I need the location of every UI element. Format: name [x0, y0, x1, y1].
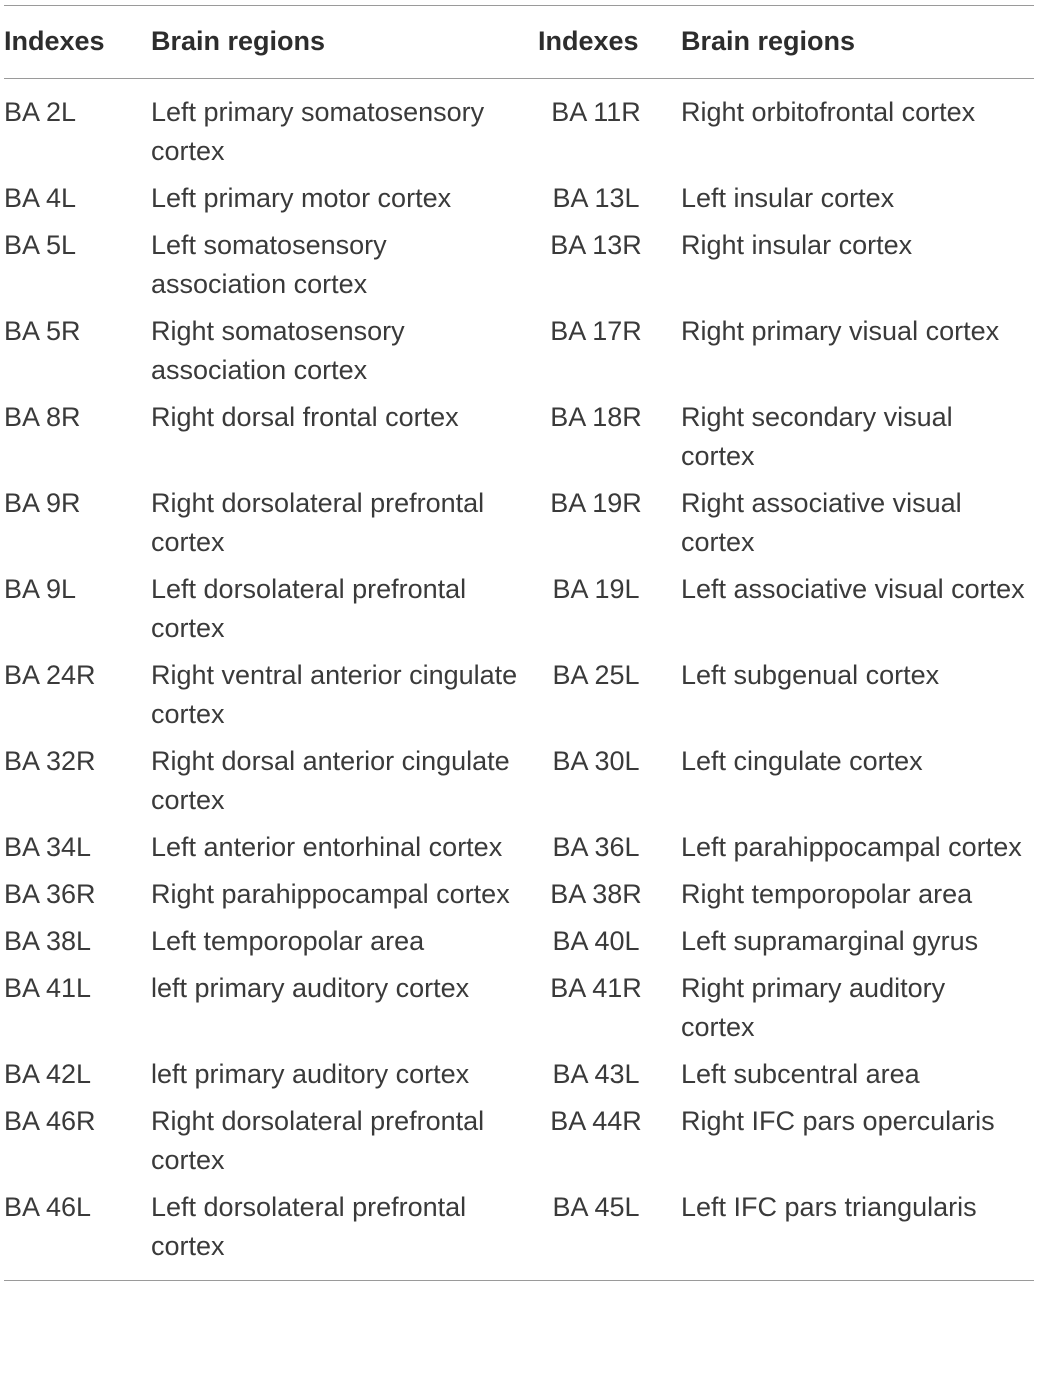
- region-left: Left dorsolateral prefrontal cortex: [151, 574, 467, 643]
- header-brain-regions-right: Brain regions: [681, 6, 1034, 79]
- table-row: [4, 1098, 1034, 1184]
- index-right: BA 25L: [552, 660, 640, 690]
- index-left: BA 34L: [4, 832, 92, 862]
- table-row: [4, 918, 1034, 965]
- region-left: Left temporopolar area: [151, 926, 425, 956]
- table-row: [4, 175, 1034, 222]
- region-left: Left primary somatosensory cortex: [151, 97, 485, 166]
- index-right: BA 13L: [552, 183, 640, 213]
- header-brain-regions-left: Brain regions: [151, 6, 535, 79]
- region-right: Right secondary visual cortex: [681, 402, 953, 471]
- region-right: Left supramarginal gyrus: [681, 926, 979, 956]
- region-right: Right associative visual cortex: [681, 488, 962, 557]
- region-left: Left dorsolateral prefrontal cortex: [151, 1192, 467, 1261]
- region-left: Right dorsal frontal cortex: [151, 402, 459, 432]
- index-left: BA 9L: [4, 574, 77, 604]
- index-right: BA 38R: [550, 879, 642, 909]
- region-right: Left parahippocampal cortex: [681, 832, 1022, 862]
- index-left: BA 8R: [4, 402, 81, 432]
- region-left: Right dorsolateral prefrontal cortex: [151, 488, 485, 557]
- region-right: Right IFC pars opercularis: [681, 1106, 995, 1136]
- region-left: Right dorsal anterior cingulate cortex: [151, 746, 510, 815]
- region-right: Left IFC pars triangularis: [681, 1192, 977, 1222]
- region-right: Left insular cortex: [681, 183, 895, 213]
- table-row: [4, 738, 1034, 824]
- index-right: BA 17R: [550, 316, 642, 346]
- brain-regions-table: [4, 6, 1034, 1280]
- index-left: BA 5L: [4, 230, 77, 260]
- table-header: [4, 6, 1034, 79]
- index-left: BA 4L: [4, 183, 77, 213]
- region-right: Left cingulate cortex: [681, 746, 923, 776]
- index-right: BA 11R: [551, 97, 641, 127]
- table-row: [4, 394, 1034, 480]
- region-right: Right temporopolar area: [681, 879, 973, 909]
- table-row: [4, 652, 1034, 738]
- table-body: [4, 79, 1034, 1281]
- index-left: BA 38L: [4, 926, 92, 956]
- table-row: [4, 308, 1034, 394]
- index-left: BA 46L: [4, 1192, 92, 1222]
- index-right: BA 19L: [552, 574, 640, 604]
- index-right: BA 13R: [550, 230, 642, 260]
- bottom-rule: [4, 1280, 1034, 1281]
- index-right: BA 45L: [552, 1192, 640, 1222]
- index-right: BA 19R: [550, 488, 642, 518]
- index-right: BA 36L: [552, 832, 640, 862]
- region-right: Right primary visual cortex: [681, 316, 1000, 346]
- index-left: BA 46R: [4, 1106, 96, 1136]
- index-left: BA 2L: [4, 97, 77, 127]
- table-row: [4, 965, 1034, 1051]
- region-left: left primary auditory cortex: [151, 973, 470, 1003]
- index-right: BA 40L: [552, 926, 640, 956]
- region-right: Right insular cortex: [681, 230, 913, 260]
- table-row: [4, 566, 1034, 652]
- index-left: BA 41L: [4, 973, 92, 1003]
- header-row: [4, 6, 1034, 79]
- index-right: BA 30L: [552, 746, 640, 776]
- index-right: BA 41R: [550, 973, 642, 1003]
- region-left: Left anterior entorhinal cortex: [151, 832, 503, 862]
- region-left: Right ventral anterior cingulate cortex: [151, 660, 518, 729]
- index-left: BA 24R: [4, 660, 96, 690]
- region-left: Right dorsolateral prefrontal cortex: [151, 1106, 485, 1175]
- index-right: BA 18R: [550, 402, 642, 432]
- table-row: [4, 1051, 1034, 1098]
- region-left: left primary auditory cortex: [151, 1059, 470, 1089]
- index-left: BA 32R: [4, 746, 96, 776]
- region-left: Left somatosensory association cortex: [151, 230, 387, 299]
- region-right: Left subcentral area: [681, 1059, 920, 1089]
- region-right: Right primary auditory cortex: [681, 973, 946, 1042]
- index-right: BA 43L: [552, 1059, 640, 1089]
- index-left: BA 9R: [4, 488, 81, 518]
- table-row: [4, 824, 1034, 871]
- table-row: [4, 480, 1034, 566]
- table-row: [4, 1184, 1034, 1280]
- region-right: Left subgenual cortex: [681, 660, 940, 690]
- table-row: [4, 871, 1034, 918]
- index-left: BA 42L: [4, 1059, 92, 1089]
- region-right: Left associative visual cortex: [681, 574, 1025, 604]
- brain-regions-table-container: [4, 5, 1034, 1281]
- table-row: [4, 79, 1034, 176]
- region-left: Right parahippocampal cortex: [151, 879, 510, 909]
- index-right: BA 44R: [550, 1106, 642, 1136]
- index-left: BA 36R: [4, 879, 96, 909]
- header-indexes-right: Indexes: [535, 6, 681, 79]
- table-row: [4, 222, 1034, 308]
- region-right: Right orbitofrontal cortex: [681, 97, 976, 127]
- header-indexes-left: Indexes: [4, 6, 151, 79]
- index-left: BA 5R: [4, 316, 81, 346]
- region-left: Right somatosensory association cortex: [151, 316, 405, 385]
- region-left: Left primary motor cortex: [151, 183, 452, 213]
